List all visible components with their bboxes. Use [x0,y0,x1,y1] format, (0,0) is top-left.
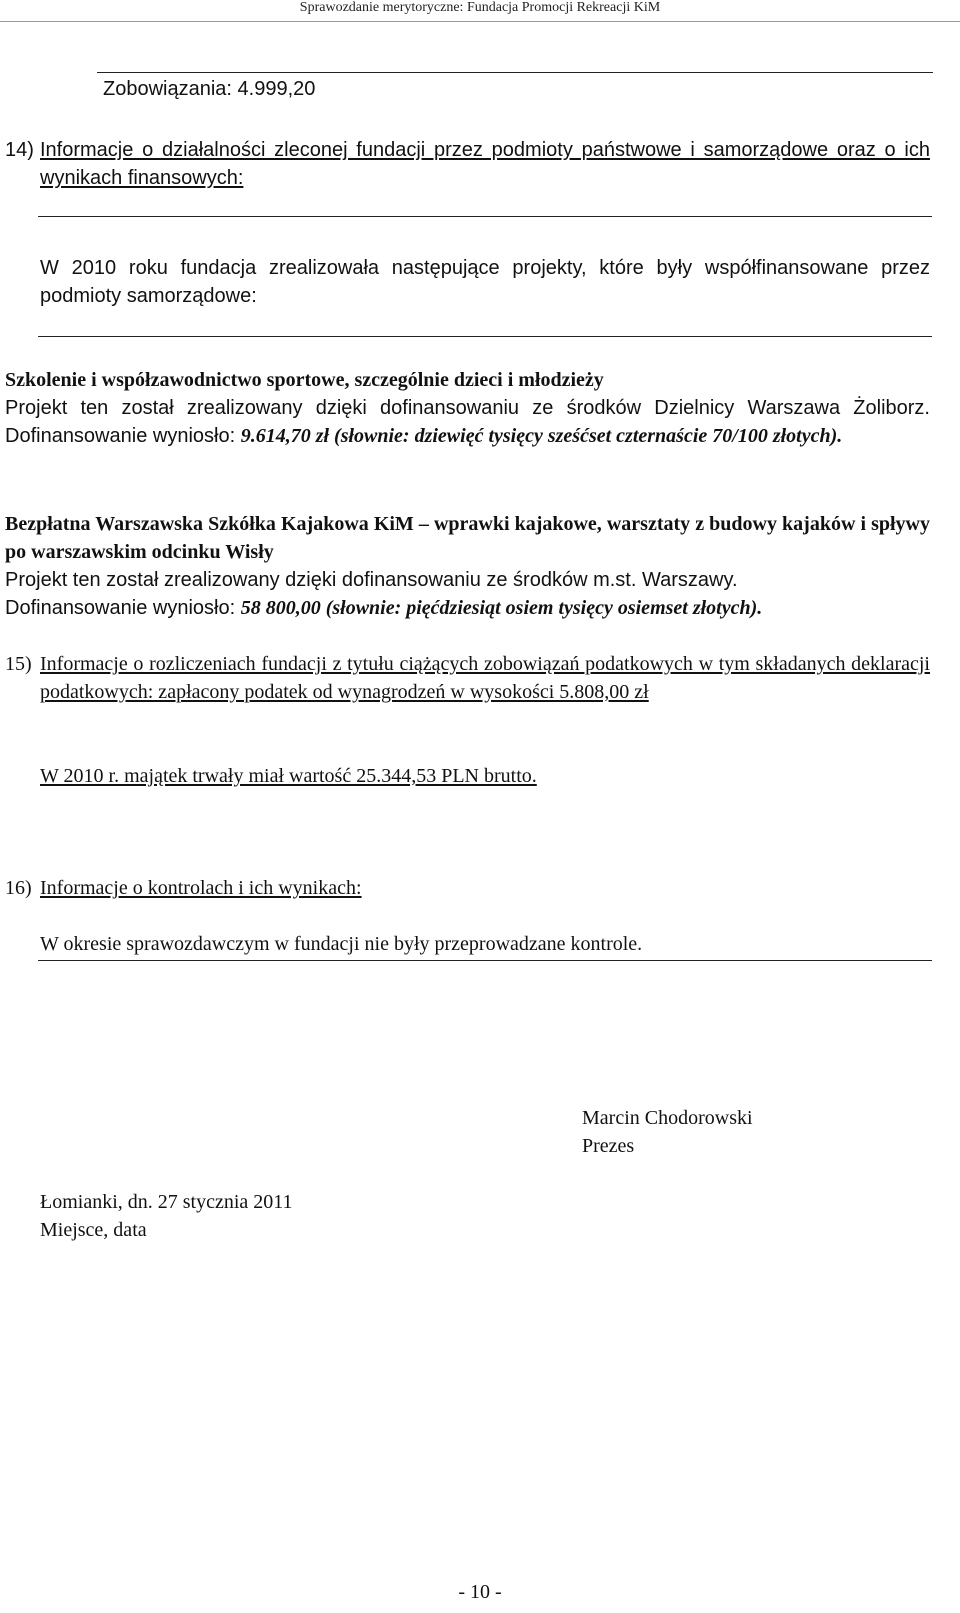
section-14-rule-1 [38,216,932,217]
section-16-rule [38,960,932,961]
project-2 [5,510,930,622]
fixed-assets-line: W 2010 r. majątek trwały miał wartość 25.344,53 PLN brutto. [40,765,537,787]
project-2-description: Projekt ten został zrealizowany dzięki dofinansowaniu ze środków m.st. Warszawy. [5,569,738,591]
project-1-amount: 9.614,70 zł (słownie: dziewięć tysięcy sześćset czternaście 70/100 złotych). [240,425,843,447]
place-date-value: Łomianki, dn. 27 stycznia 2011 [40,1191,293,1213]
running-header: Sprawozdanie merytoryczne: Fundacja Promocji Rekreacji KiM [299,0,661,15]
project-1-description: Projekt ten został zrealizowany dzięki dofinansowaniu ze środków Dzielnicy Warszawa Żoliborz. Dofinansowanie wyniosło: [5,397,930,447]
page-number: - 10 - [458,1581,502,1603]
project-2-amount: 58 800,00 (słownie: pięćdziesiąt osiem tysięcy osiemset złotych). [240,597,763,619]
section-14-rule-2 [38,336,932,337]
section-16-text: W okresie sprawozdawczym w fundacji nie były przeprowadzane kontrole. [40,933,643,955]
signature-block [582,1104,753,1160]
project-1 [5,366,930,450]
signatory-name: Marcin Chodorowski [582,1107,753,1129]
section-14-intro: W 2010 roku fundacja zrealizowała następujące projekty, które były współfinansowane przez podmioty samorządowe: [40,257,930,307]
section-15-text: Informacje o rozliczeniach fundacji z tytułu ciążących zobowiązań podatkowych w tym składanych deklaracji podatkowych: zapłacony podatek od wynagrodzeń w wysokości 5.808,00 zł [40,653,930,703]
project-2-funding-prefix: Dofinansowanie wyniosło: [5,597,241,619]
liabilities-top-rule [97,72,933,73]
section-16-heading: Informacje o kontrolach i ich wynikach: [40,877,362,899]
section-14-number: 14) [5,139,34,161]
liabilities-line: Zobowiązania: 4.999,20 [103,78,316,100]
section-16-number: 16) [5,877,32,899]
section-15-number: 15) [5,653,32,675]
place-date-label: Miejsce, data [40,1219,147,1241]
project-2-title: Bezpłatna Warszawska Szkółka Kajakowa KiM – wprawki kajakowe, warsztaty z budowy kajaków i spływy po warszawskim odcinku Wisły [5,513,930,563]
place-date-block [40,1188,293,1244]
signatory-role: Prezes [582,1135,635,1157]
header-divider [0,21,960,22]
project-1-title: Szkolenie i współzawodnictwo sportowe, szczególnie dzieci i młodzieży [5,369,604,391]
section-14-heading: Informacje o działalności zleconej fundacji przez podmioty państwowe i samorządowe oraz o ich wynikach finansowych: [40,139,930,189]
